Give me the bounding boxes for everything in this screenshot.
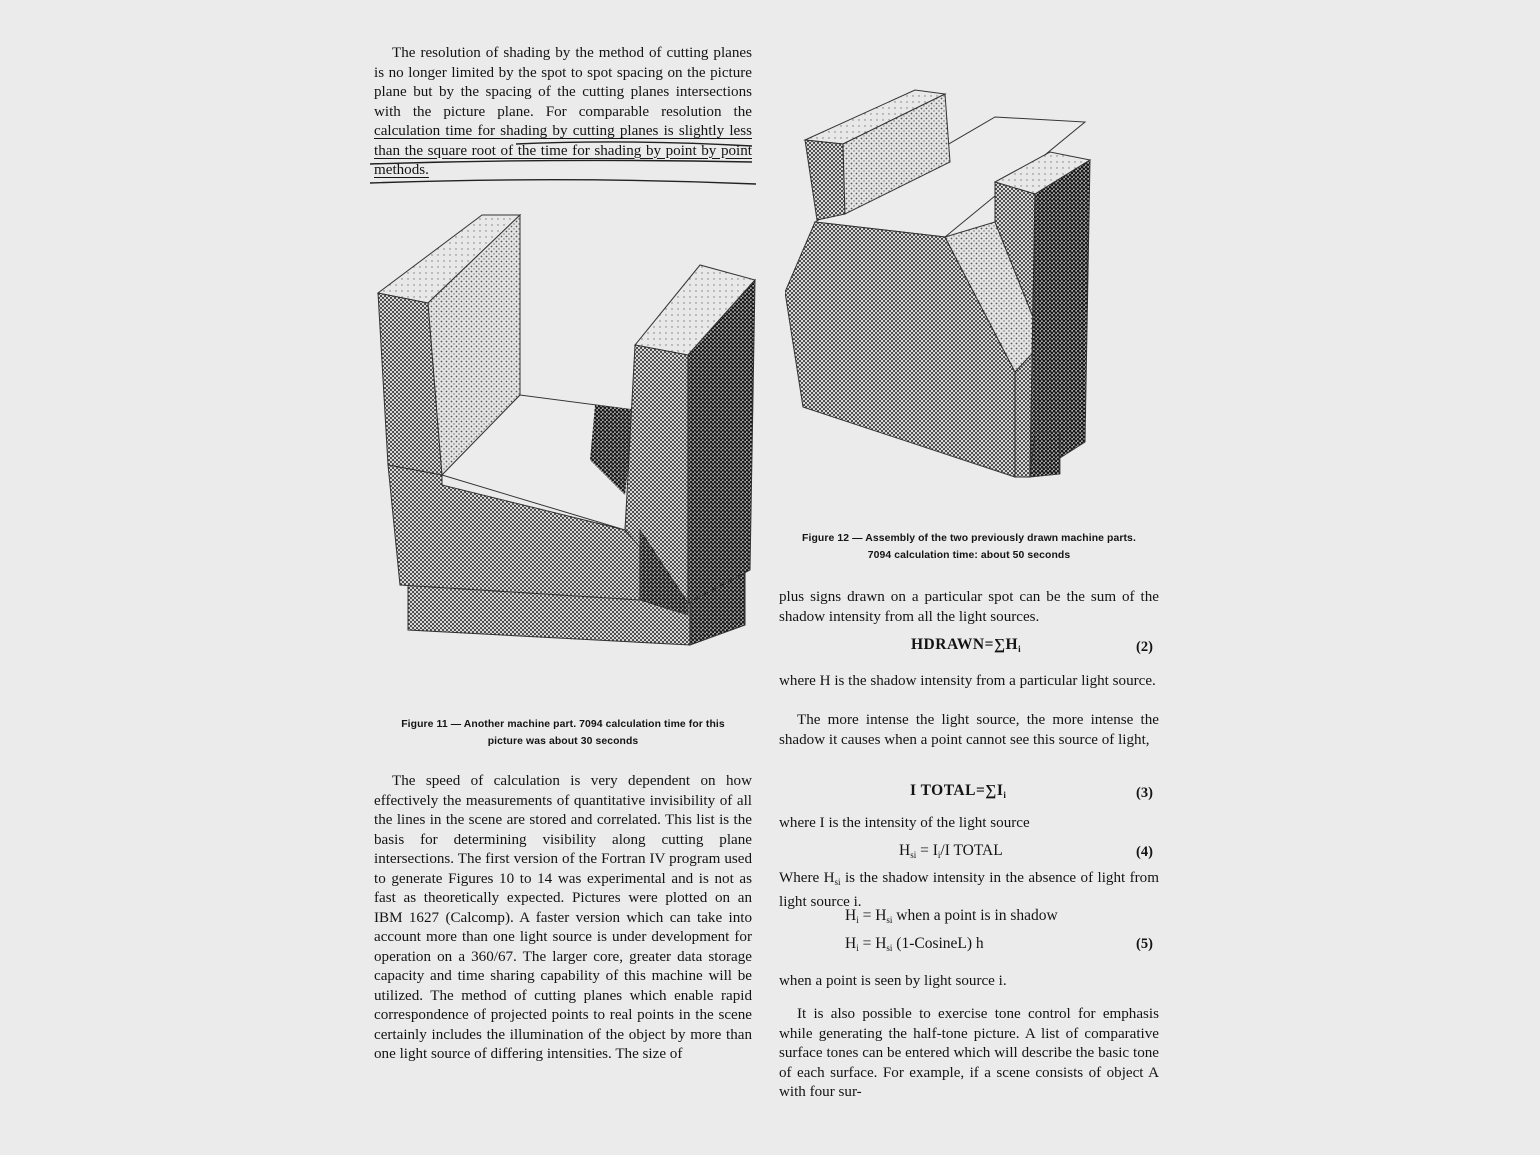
equation-5b-mid-sub: si	[886, 943, 893, 953]
left-column-bottom	[374, 772, 752, 1065]
equation-4-lhs: H	[899, 842, 911, 859]
equation-4-lhs-sub: si	[910, 850, 917, 860]
right-paragraph-5	[779, 869, 1159, 912]
equation-3	[910, 782, 1006, 800]
fig12-right-block-side	[1030, 160, 1090, 477]
equation-5b-mid: = H	[858, 935, 887, 952]
equation-2-number: (2)	[1136, 639, 1153, 655]
figure-11-caption-line-1: Figure 11 — Another machine part. 7094 calculation time for this	[401, 719, 725, 730]
right-paragraph-4: where I is the intensity of the light source	[779, 815, 1030, 831]
equation-3-sub: i	[1003, 790, 1007, 800]
equation-5b-rest: (1-CosineL) h	[892, 935, 984, 952]
right-paragraph-5-a: Where H	[779, 870, 835, 886]
equation-2-formula	[911, 636, 1021, 654]
figure-12-caption-line-1: Figure 12 — Assembly of the two previously drawn machine parts.	[802, 533, 1136, 544]
right-paragraph-2: where H is the shadow intensity from a particular light source.	[779, 673, 1156, 689]
equation-2-lhs: HDRAWN	[911, 636, 985, 653]
right-paragraph-7: It is also possible to exercise tone control for emphasis while generating the half-tone picture. A list of comparative surface tones can be entered which will describe the basic tone of each surface. For example, if a scene consists of object A with four sur-	[779, 1006, 1159, 1100]
figure-11-drawing	[370, 205, 760, 685]
equation-2	[911, 636, 1021, 654]
equation-3-lhs: I TOTAL	[910, 782, 976, 799]
equation-5a-lhs: H	[845, 907, 857, 924]
equation-5a-rest: when a point is in shadow	[892, 907, 1058, 924]
equation-3-number: (3)	[1136, 785, 1153, 801]
left-paragraph-1-text: The resolution of shading by the method of cutting planes is no longer limited by the spot to spot spacing on the picture plane but by the spacing of the cutting planes intersections with the picture plane. For comparable resolution the	[374, 45, 752, 120]
fig12-left-block-front	[805, 140, 845, 220]
figure-11-caption	[372, 717, 754, 750]
figure-12-caption	[779, 531, 1159, 564]
right-paragraph-3: The more intense the light source, the more intense the shadow it causes when a point cannot see this source of light,	[779, 712, 1159, 748]
equation-4-rhs: = I	[920, 842, 938, 859]
right-paragraph-6: when a point is seen by light source i.	[779, 973, 1007, 989]
equation-5b-formula	[845, 935, 984, 953]
equation-4	[899, 842, 1003, 860]
equation-5b-lhs: H	[845, 935, 857, 952]
equation-5b	[845, 935, 984, 953]
equation-2-sub: i	[1018, 644, 1022, 654]
equation-4-formula	[899, 842, 1003, 860]
figure-12-caption-line-2: 7094 calculation time: about 50 seconds	[867, 549, 1071, 561]
left-paragraph-2: The speed of calculation is very dependent on how effectively the measurements of quantitative invisibility of all the lines in the scene are stored and correlated. This list is the basis for determining visibility along cutting plane intersections. The first version of the Fortran IV program used to generate Figures 10 to 14 was experimental and is not as fast as theoretically expected. Pictures were plotted on an IBM 1627 (Calcomp). A faster version which can take into account more than one light source is under development for operation on a 360/67. The larger core, greater data storage capacity and time sharing capability of this machine will be utilized. The method of cutting planes which enable rapid correspondence of projected points to real points in the scene certainly includes the illumination of the object by more than one light source of differing intensities. The size of	[374, 773, 752, 1062]
figure-11-caption-line-2: picture was about 30 seconds	[487, 735, 639, 747]
underlined-sentence: calculation time for shading by cutting planes is slightly less than the square root of the time for shading by point by point methods.	[374, 123, 752, 178]
equation-5a-mid-sub: si	[886, 915, 893, 925]
equation-2-sum: =∑H	[984, 636, 1019, 653]
right-paragraph-5-b: is the shadow intensity in the absence of light from light source i.	[779, 870, 1159, 910]
equation-5a-lhs-sub: i	[856, 915, 859, 925]
equation-4-rhs-2: /I TOTAL	[940, 842, 1003, 859]
equation-4-rhs-sub: i	[937, 850, 941, 860]
figure-12-drawing	[785, 82, 1165, 482]
hand-underlines	[366, 136, 758, 192]
equation-5-number: (5)	[1136, 936, 1153, 952]
right-paragraph-5-sub: si	[834, 877, 841, 887]
equation-3-formula	[910, 782, 1006, 800]
equation-5b-lhs-sub: i	[856, 943, 859, 953]
equation-5a	[845, 907, 1058, 925]
equation-4-number: (4)	[1136, 844, 1153, 860]
equation-5a-mid: = H	[858, 907, 887, 924]
equation-3-sum: =∑I	[975, 782, 1004, 799]
fig12-bottom-shadow	[1030, 432, 1060, 477]
right-paragraph-1: plus signs drawn on a particular spot can be the sum of the shadow intensity from all the light sources.	[779, 589, 1159, 625]
equation-5a-formula	[845, 907, 1058, 925]
